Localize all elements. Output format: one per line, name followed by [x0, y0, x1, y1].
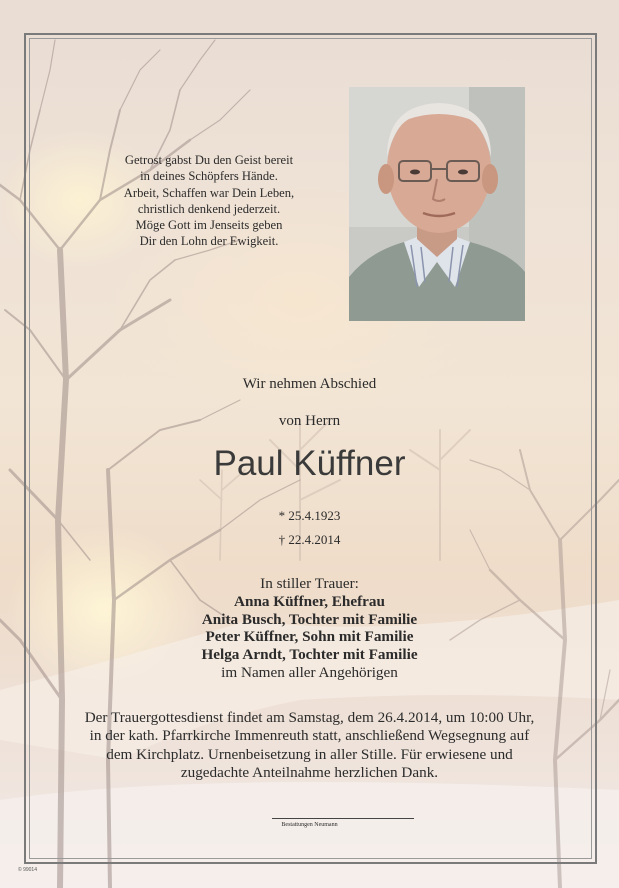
funeral-home-signature: Bestattungen Neumann — [281, 822, 338, 828]
farewell-salutation: von Herrn — [278, 413, 341, 429]
mourner-name: Helga Arndt, Tochter mit Familie — [201, 646, 418, 664]
service-line: Der Trauergottesdienst findet am Samstag, dem 26.4.2014, um 10:00 Uhr, — [84, 709, 535, 726]
poem-line: Dir den Lohn der Ewigkeit. — [139, 234, 279, 249]
birth-date: * 25.4.1923 — [278, 508, 341, 523]
template-code: © 99014 — [18, 867, 37, 873]
mourner-name: Anita Busch, Tochter mit Familie — [201, 610, 418, 628]
farewell-line: Wir nehmen Abschied — [242, 376, 377, 392]
mourners-closing: im Namen aller Angehörigen — [221, 663, 398, 681]
mourner-name: Anna Küffner, Ehefrau — [234, 592, 385, 610]
memorial-poem — [92, 152, 326, 250]
death-date: † 22.4.2014 — [278, 532, 341, 547]
service-line: in der kath. Pfarrkirche Immenreuth statt, anschließend Wegsegnung auf — [89, 727, 530, 745]
mourner-name: Peter Küffner, Sohn mit Familie — [205, 628, 414, 646]
mourners-intro: In stiller Trauer: — [260, 575, 359, 592]
poem-line: Möge Gott im Jenseits geben — [135, 218, 283, 233]
mourners-block — [0, 575, 619, 682]
poem-line: Getrost gabst Du den Geist bereit — [124, 153, 294, 167]
service-line: zugedachte Anteilnahme herzlichen Dank. — [180, 764, 439, 782]
poem-line: christlich denkend jederzeit. — [137, 201, 281, 216]
portrait-photo — [349, 87, 525, 321]
deceased-name: Paul Küffner — [213, 444, 406, 483]
poem-line: Arbeit, Schaffen war Dein Leben, — [123, 185, 295, 200]
service-announcement — [40, 709, 579, 783]
poem-line: in deines Schöpfers Hände. — [140, 169, 278, 184]
service-line: dem Kirchplatz. Urnenbeisetzung in aller Stille. Für erwiesene und — [106, 745, 513, 763]
signature-rule — [272, 818, 414, 819]
